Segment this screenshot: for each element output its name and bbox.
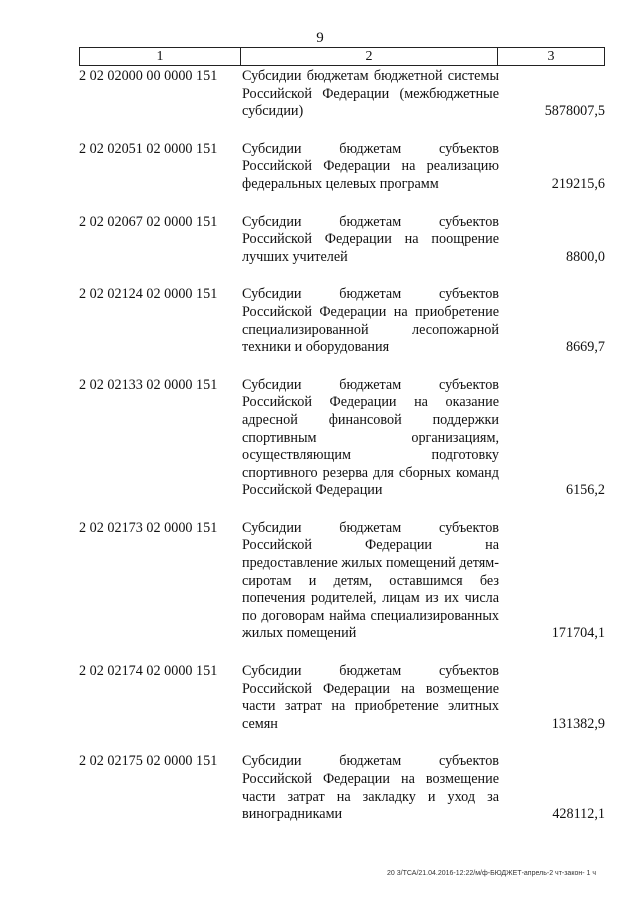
document-footer: 20 3/ТСА/21.04.2016-12:22/м/ф-БЮДЖЕТ-апрель-2 чт-закон- 1 ч	[387, 870, 596, 877]
table-row	[79, 520, 605, 643]
income-amount-cell	[499, 520, 605, 643]
column-header-1: 1	[80, 48, 241, 65]
table-header	[79, 47, 605, 66]
income-description: Субсидии бюджетам субъектов Российской Федерации на возмещение части затрат на закладку и уход за виноградниками	[242, 753, 499, 823]
income-code: 2 02 02173 02 0000 151	[79, 519, 218, 536]
income-code: 2 02 02067 02 0000 151	[79, 213, 218, 230]
income-code: 2 02 02000 00 0000 151	[79, 68, 218, 84]
table-row	[79, 68, 605, 121]
income-amount: 5878007,5	[544, 103, 605, 120]
page-number: 9	[316, 30, 324, 46]
table-row	[79, 663, 605, 733]
income-description: Субсидии бюджетам субъектов Российской Федерации на приобретение специализированной лесопожарной техники и оборудования	[242, 286, 499, 356]
income-amount-cell	[499, 753, 605, 823]
income-description: Субсидии бюджетам субъектов Российской Федерации на реализацию федеральных целевых программ	[242, 140, 499, 192]
income-amount-cell	[499, 286, 605, 356]
table-row	[79, 753, 605, 823]
income-amount: 6156,2	[565, 482, 605, 499]
income-code: 2 02 02051 02 0000 151	[79, 140, 218, 157]
income-code: 2 02 02175 02 0000 151	[79, 753, 218, 770]
column-header-2: 2	[241, 48, 498, 65]
income-amount: 8669,7	[565, 339, 605, 356]
income-code: 2 02 02124 02 0000 151	[79, 286, 218, 303]
income-code: 2 02 02133 02 0000 151	[79, 376, 218, 393]
income-description: Субсидии бюджетам бюджетной системы Российской Федерации (межбюджетные субсидии)	[242, 68, 499, 120]
income-amount-cell	[499, 68, 605, 121]
income-amount: 8800,0	[565, 248, 605, 265]
income-description: Субсидии бюджетам субъектов Российской Федерации на поощрение лучших учителей	[242, 213, 499, 265]
income-amount-cell	[499, 663, 605, 733]
table-row	[79, 377, 605, 500]
table-row	[79, 141, 605, 194]
income-description: Субсидии бюджетам субъектов Российской Федерации на оказание адресной финансовой поддержки спортивным организациям, осуществляющим подготовку спортивного резерва для сборных команд Российской Федерации	[242, 376, 499, 499]
table-body	[79, 68, 605, 844]
column-header-3: 3	[547, 49, 555, 64]
table-row	[79, 286, 605, 356]
income-amount: 171704,1	[551, 625, 605, 642]
income-amount-cell	[499, 141, 605, 194]
income-amount-cell	[499, 377, 605, 500]
table-row	[79, 214, 605, 267]
income-code: 2 02 02174 02 0000 151	[79, 663, 218, 680]
income-amount: 219215,6	[551, 175, 605, 192]
income-description: Субсидии бюджетам субъектов Российской Федерации на возмещение части затрат на приобретение элитных семян	[242, 663, 499, 732]
income-amount-cell	[499, 214, 605, 267]
income-amount: 428112,1	[552, 806, 605, 823]
income-amount: 131382,9	[551, 715, 605, 732]
income-description: Субсидии бюджетам субъектов Российской Федерации на предоставление жилых помещений детям-сиротам и детям, оставшимся без попечения родителей, лицам из их числа по договорам найма специализированных жилых помещений	[242, 519, 499, 642]
